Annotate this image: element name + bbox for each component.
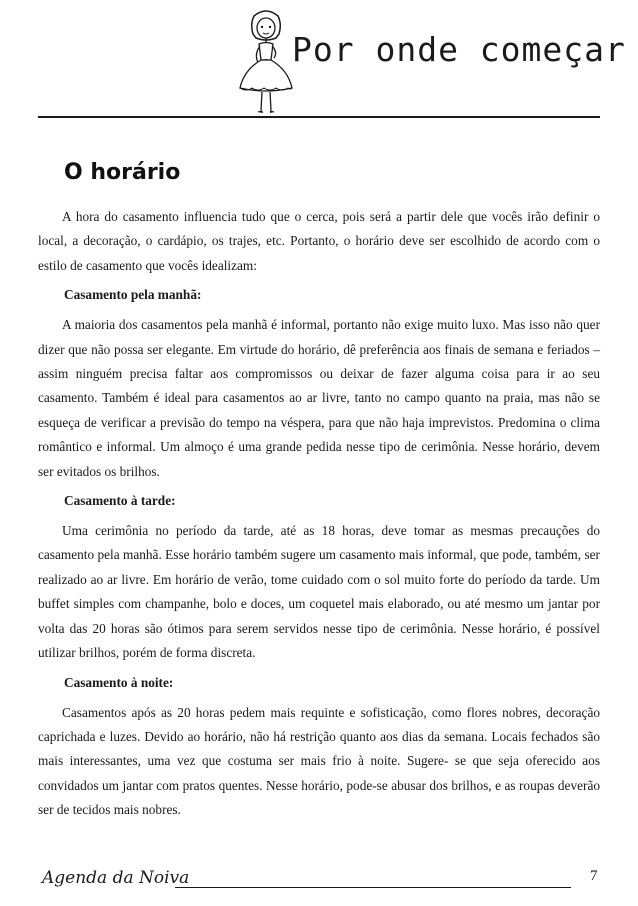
page-header xyxy=(0,0,638,125)
body-content xyxy=(38,205,600,823)
page-footer xyxy=(0,868,638,906)
bride-illustration-icon xyxy=(232,8,300,118)
footer-divider xyxy=(175,887,571,888)
page-number: 7 xyxy=(590,868,598,884)
page-header-title: Por onde começar xyxy=(292,30,626,69)
header-divider xyxy=(38,116,600,118)
morning-heading: Casamento pela manhã: xyxy=(64,287,202,303)
footer-brand: Agenda da Noiva xyxy=(42,868,190,888)
afternoon-paragraph: Uma cerimônia no período da tarde, até as 18 horas, deve tomar as mesmas precauções do casamento pela manhã. Esse horário também sugere um casamento mais informal, que pode, também, ser realizado ao ar livre. Em horário de verão, tome cuidado com o sol muito forte do período da tarde. Um buffet simples com champanhe, bolo e doces, um coquetel mais elaborado, ou até mesmo um jantar por volta das 20 horas são ótimos para serem servidos nesse tipo de cerimônia. Nesse horário, é possível utilizar brilhos, porém de forma discreta. xyxy=(38,523,600,661)
night-paragraph: Casamentos após as 20 horas pedem mais requinte e sofisticação, como flores nobres, decoração caprichada e luzes. Devido ao horário, não há restrição quanto aos dias da semana. Locais fechados são mais interessantes, uma vez que costuma ser mais frio à noite. Sugere- se que seja oferecido aos convidados um jantar com pratos quentes. Nesse horário, pode-se abusar dos brilhos, e as roupas deverão ser de tecidos mais nobres. xyxy=(38,704,600,818)
section-title: O horário xyxy=(64,160,181,185)
intro-paragraph: A hora do casamento influencia tudo que o cerca, pois será a partir dele que vocês irão definir o local, a decoração, o cardápio, os trajes, etc. Portanto, o horário deve ser escolhido de acordo com o estilo de casamento que vocês idealizam: xyxy=(38,209,600,273)
morning-paragraph: A maioria dos casamentos pela manhã é informal, portanto não exige muito luxo. Mas isso não quer dizer que não possa ser elegante. Em virtude do horário, dê preferência aos finais de semana e feriados – assim ninguém precisa faltar aos compromissos ou deixar de fazer alguma coisa para ir ao seu casamento. Também é ideal para casamentos ao ar livre, tanto no campo quanto na praia, mas não se esqueça de verificar a previsão do tempo na véspera, para que não haja imprevistos. Predomina o clima romântico e informal. Um almoço é uma grande pedida nesse tipo de cerimônia. Nesse horário, devem ser evitados os brilhos. xyxy=(38,317,600,479)
night-heading: Casamento à noite: xyxy=(64,674,174,690)
afternoon-heading: Casamento à tarde: xyxy=(64,493,176,509)
